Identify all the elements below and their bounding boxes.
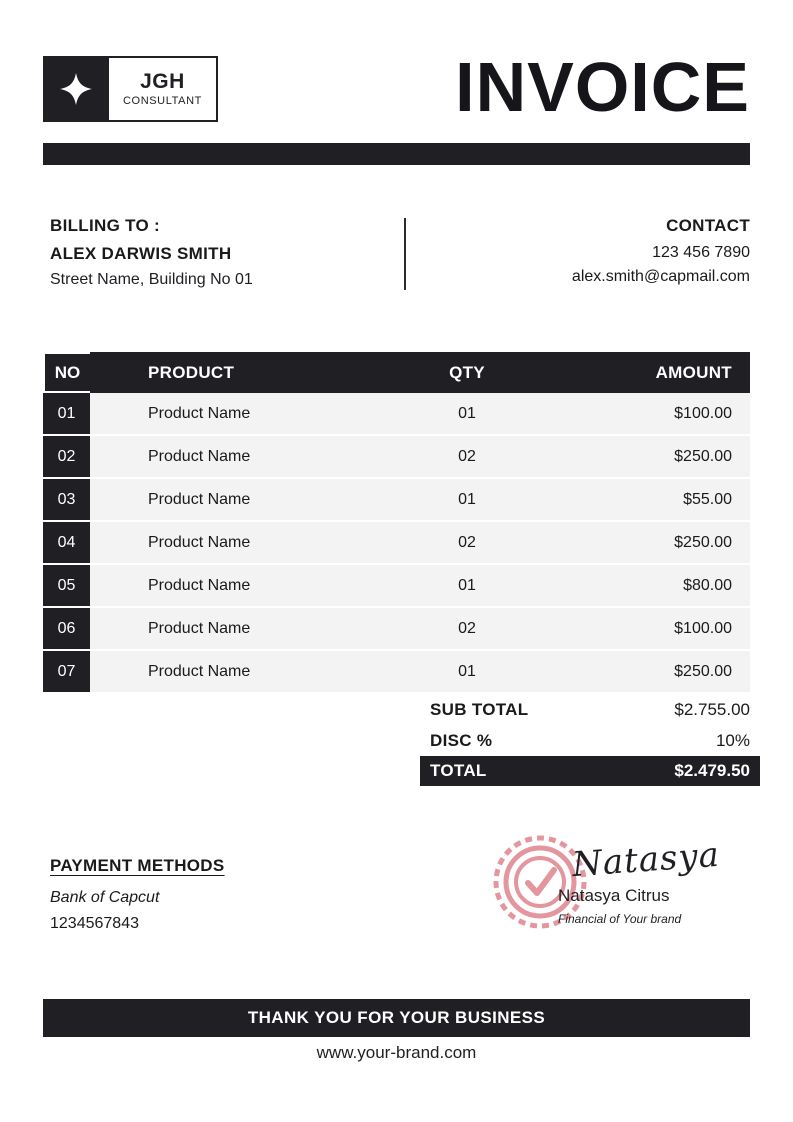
totals-section [430,694,750,786]
table-header-row [43,352,750,393]
payment-account-number: 1234567843 [50,915,139,932]
column-header-amount: AMOUNT [655,362,732,382]
cell-no: 06 [43,608,90,649]
invoice-header [43,48,750,132]
discount-value: 10% [715,730,750,750]
cell-qty: 01 [392,651,542,692]
total-label: TOTAL [430,761,487,780]
subtotal-value: $2.755.00 [674,699,750,719]
table-row [43,565,750,608]
column-header-product: PRODUCT [148,362,235,382]
billing-name: ALEX DARWIS SMITH [50,244,232,263]
table-row [43,651,750,694]
payment-methods-block [50,856,380,933]
contact-block [572,216,750,292]
vertical-divider [404,218,406,290]
logo-name: JGH [140,70,185,94]
column-header-no: NO [43,352,90,393]
subtotal-row [430,694,750,725]
parties-section [50,216,750,308]
table-row [43,479,750,522]
cell-product: Product Name [90,651,392,692]
footer-url: www.your-brand.com [316,1043,477,1062]
billing-block [50,216,390,289]
cell-amount: $100.00 [542,608,750,649]
cell-no: 05 [43,565,90,606]
contact-email: alex.smith@capmail.com [571,268,750,285]
cell-no: 07 [43,651,90,692]
logo-wordmark [109,56,218,122]
cell-no: 01 [43,393,90,434]
billing-address: Street Name, Building No 01 [50,271,253,288]
cell-product: Product Name [90,565,392,606]
discount-row [430,725,750,756]
total-value: $2.479.50 [674,761,750,780]
cell-qty: 01 [392,565,542,606]
column-header-qty: QTY [449,362,485,382]
cell-qty: 01 [392,393,542,434]
cell-product: Product Name [90,608,392,649]
signature-block [480,820,745,940]
cell-no: 02 [43,436,90,477]
cell-product: Product Name [90,479,392,520]
contact-label: CONTACT [666,216,750,235]
billing-label: BILLING TO : [50,216,160,235]
cell-amount: $80.00 [542,565,750,606]
contact-phone: 123 456 7890 [652,244,750,261]
company-logo [43,56,218,122]
sparkle-icon [43,56,109,122]
cell-amount: $250.00 [542,522,750,563]
cell-amount: $55.00 [542,479,750,520]
cell-qty: 02 [392,608,542,649]
table-row [43,436,750,479]
cell-amount: $250.00 [542,436,750,477]
cell-product: Product Name [90,393,392,434]
signature-role: Financial of Your brand [558,912,682,926]
cell-no: 03 [43,479,90,520]
line-items-table [43,352,750,694]
signature-script: Natasya [570,834,722,886]
cell-qty: 02 [392,436,542,477]
footer-message: THANK YOU FOR YOUR BUSINESS [43,999,750,1037]
subtotal-label: SUB TOTAL [430,699,529,719]
grand-total-row [420,756,760,786]
page-title: INVOICE [455,48,750,126]
discount-label: DISC % [430,730,493,750]
cell-amount: $250.00 [542,651,750,692]
cell-qty: 02 [392,522,542,563]
logo-tagline: CONSULTANT [123,95,202,108]
cell-product: Product Name [90,522,392,563]
payment-methods-title: PAYMENT METHODS [50,856,225,875]
cell-product: Product Name [90,436,392,477]
cell-amount: $100.00 [542,393,750,434]
payment-bank-name: Bank of Capcut [50,889,160,906]
table-row [43,522,750,565]
cell-no: 04 [43,522,90,563]
header-rule [43,143,750,165]
signature-printed-name: Natasya Citrus [558,886,670,905]
table-row [43,393,750,436]
table-row [43,608,750,651]
cell-qty: 01 [392,479,542,520]
